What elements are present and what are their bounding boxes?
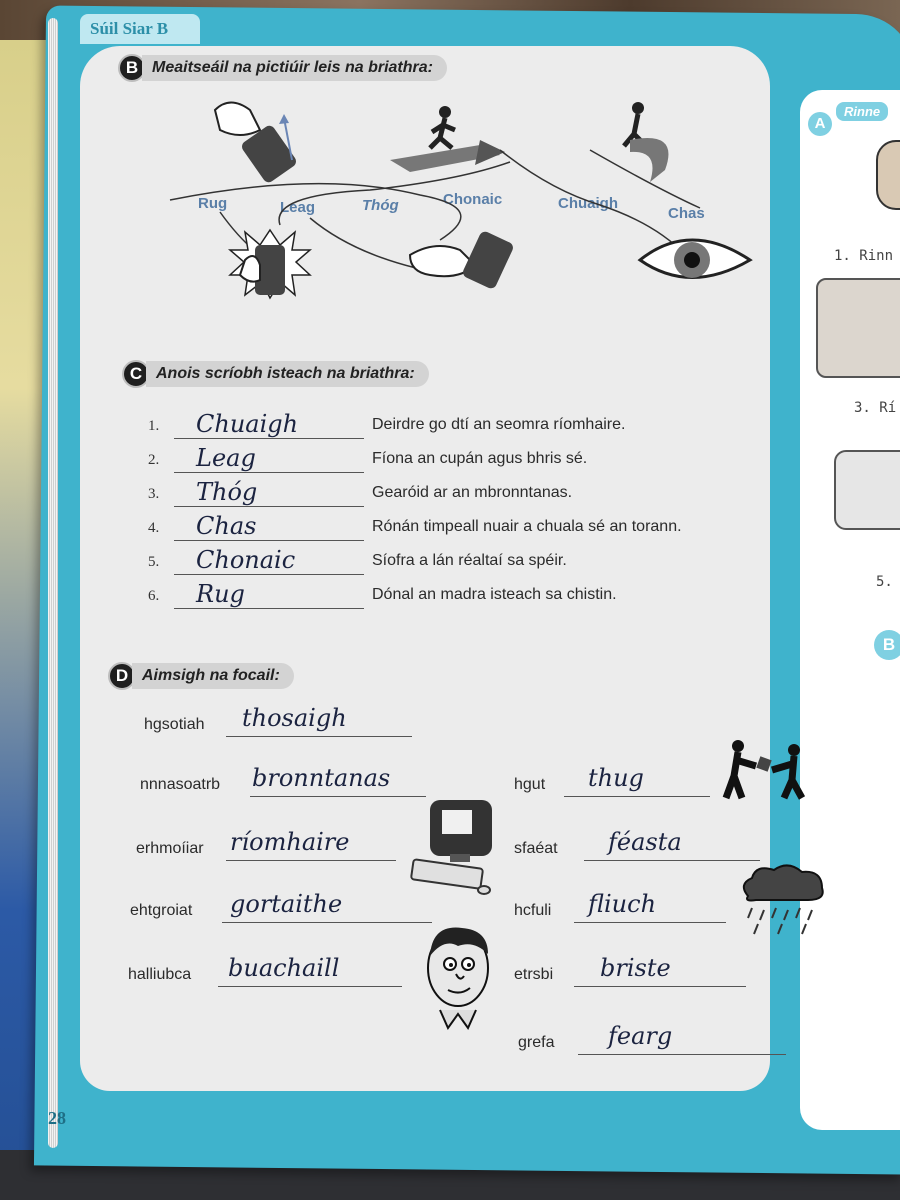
answer-line — [174, 438, 364, 439]
answer-line — [174, 574, 364, 575]
row-number: 1. — [148, 418, 160, 434]
scrambled-word: erhmoíiar — [136, 840, 204, 857]
computer-picture — [410, 798, 496, 898]
word-puzzle-item — [130, 892, 435, 928]
word-puzzle-item — [140, 766, 430, 802]
answer-line — [574, 922, 726, 923]
scrambled-word: grefa — [518, 1034, 555, 1051]
scrambled-word: hgut — [514, 776, 546, 793]
word-puzzle-item — [514, 830, 764, 866]
right-tv-illustration — [834, 450, 900, 530]
turning-man-picture — [624, 102, 668, 182]
boy-face-picture — [418, 920, 498, 1038]
right-letter-a: A — [808, 112, 832, 136]
scrambled-word: hcfuli — [514, 902, 552, 919]
handwritten-answer[interactable]: Leag — [196, 444, 256, 472]
section-b-heading: Meaitseáil na pictiúir leis na briathra: — [142, 55, 447, 81]
verb-label: Leag — [280, 199, 316, 216]
scrambled-word: sfaéat — [514, 840, 558, 857]
sentence-text: Fíona an cupán agus bhris sé. — [372, 450, 588, 467]
section-c-letter: C — [122, 360, 150, 388]
illustration-svg — [160, 90, 780, 330]
word-puzzle-item — [518, 1024, 790, 1060]
row-number: 4. — [148, 520, 160, 536]
row-number: 6. — [148, 588, 160, 604]
handwritten-answer[interactable]: fliuch — [588, 890, 657, 918]
verb-label: Thóg — [362, 197, 399, 214]
handwritten-answer[interactable]: briste — [600, 954, 671, 982]
answer-line — [174, 540, 364, 541]
page-number: 28 — [48, 1108, 66, 1128]
handwritten-answer[interactable]: Chas — [196, 512, 257, 540]
answer-line — [174, 472, 364, 473]
scrambled-word: nnnasoatrb — [140, 776, 221, 793]
section-c-header — [122, 360, 429, 388]
exercise-row — [148, 480, 748, 510]
matching-illustration — [160, 90, 780, 330]
row-number: 3. — [148, 486, 160, 502]
word-puzzle-item — [128, 956, 403, 992]
verb-label: Chuaigh — [558, 195, 618, 212]
verb-label: Chonaic — [443, 191, 503, 208]
scrambled-word: halliubca — [128, 966, 192, 983]
sentence-text: Deirdre go dtí an seomra ríomhaire. — [372, 416, 626, 433]
exercise-row — [148, 446, 748, 476]
word-puzzle-item — [136, 830, 396, 866]
answer-line — [584, 860, 760, 861]
chapter-tab: Súil Siar B — [80, 14, 200, 44]
section-b-header — [118, 54, 447, 82]
answer-line — [174, 506, 364, 507]
word-puzzle-item — [514, 892, 729, 928]
handwritten-answer[interactable]: Chuaigh — [196, 410, 299, 438]
handwritten-answer[interactable]: fearg — [608, 1022, 673, 1050]
exercise-row — [148, 412, 748, 442]
handwritten-answer[interactable]: gortaithe — [230, 890, 343, 918]
right-letter-b: B — [874, 630, 900, 660]
handwritten-answer[interactable]: thosaigh — [242, 704, 347, 732]
answer-line — [250, 796, 426, 797]
handwritten-answer[interactable]: Thóg — [196, 478, 258, 506]
section-d-letter: D — [108, 662, 136, 690]
gift-giving-picture — [716, 736, 816, 806]
answer-line — [226, 860, 396, 861]
answer-line — [222, 922, 432, 923]
verb-label: Chas — [668, 205, 705, 222]
answer-line — [218, 986, 402, 987]
word-puzzle-item — [144, 706, 414, 742]
right-page — [800, 90, 900, 1130]
right-item-5: 5. — [876, 574, 893, 590]
row-number: 2. — [148, 452, 160, 468]
scrambled-word: hgsotiah — [144, 716, 205, 733]
sentence-text: Rónán timpeall nuair a chuala sé an torann. — [372, 518, 682, 535]
exercise-row — [148, 582, 748, 612]
page-edges — [48, 18, 58, 1148]
catching-cup-picture — [230, 230, 310, 298]
handwritten-answer[interactable]: buachaill — [228, 954, 340, 982]
section-d-heading: Aimsigh na focail: — [132, 663, 294, 689]
row-number: 5. — [148, 554, 160, 570]
scrambled-word: ehtgroiat — [130, 902, 193, 919]
walking-man-picture — [390, 106, 505, 172]
handwritten-answer[interactable]: Rug — [196, 580, 245, 608]
right-woman-illustration — [816, 278, 900, 378]
handwritten-answer[interactable]: bronntanas — [252, 764, 391, 792]
right-item-1: 1. Rinn — [834, 248, 894, 264]
sentence-text: Síofra a lán réaltaí sa spéir. — [372, 552, 567, 569]
exercise-row — [148, 514, 748, 544]
lifting-cup-picture — [215, 103, 298, 185]
word-puzzle-item — [514, 956, 749, 992]
rain-cloud-picture — [738, 862, 828, 942]
sentence-text: Dónal an madra isteach sa chistin. — [372, 586, 617, 603]
handwritten-answer[interactable]: ríomhaire — [230, 828, 350, 856]
right-item-3: 3. Rí — [854, 400, 897, 416]
handwritten-answer[interactable]: thug — [588, 764, 644, 792]
knocking-cup-picture — [410, 230, 515, 291]
section-c-heading: Anois scríobh isteach na briathra: — [146, 361, 429, 387]
answer-line — [578, 1054, 786, 1055]
answer-line — [574, 986, 746, 987]
handwritten-answer[interactable]: féasta — [608, 828, 682, 856]
handwritten-answer[interactable]: Chonaic — [196, 546, 296, 574]
answer-line — [226, 736, 412, 737]
right-face-illustration — [876, 140, 900, 210]
word-puzzle-item — [514, 766, 714, 802]
sentence-text: Gearóid ar an mbronntanas. — [372, 484, 573, 501]
answer-line — [564, 796, 710, 797]
verb-label: Rug — [198, 195, 228, 212]
section-b-letter: B — [118, 54, 146, 82]
section-d-header — [108, 662, 294, 690]
exercise-row — [148, 548, 748, 578]
answer-line — [174, 608, 364, 609]
eye-picture — [640, 240, 750, 278]
scrambled-word: etrsbi — [514, 966, 554, 983]
right-heading: Rinne — [836, 102, 888, 121]
